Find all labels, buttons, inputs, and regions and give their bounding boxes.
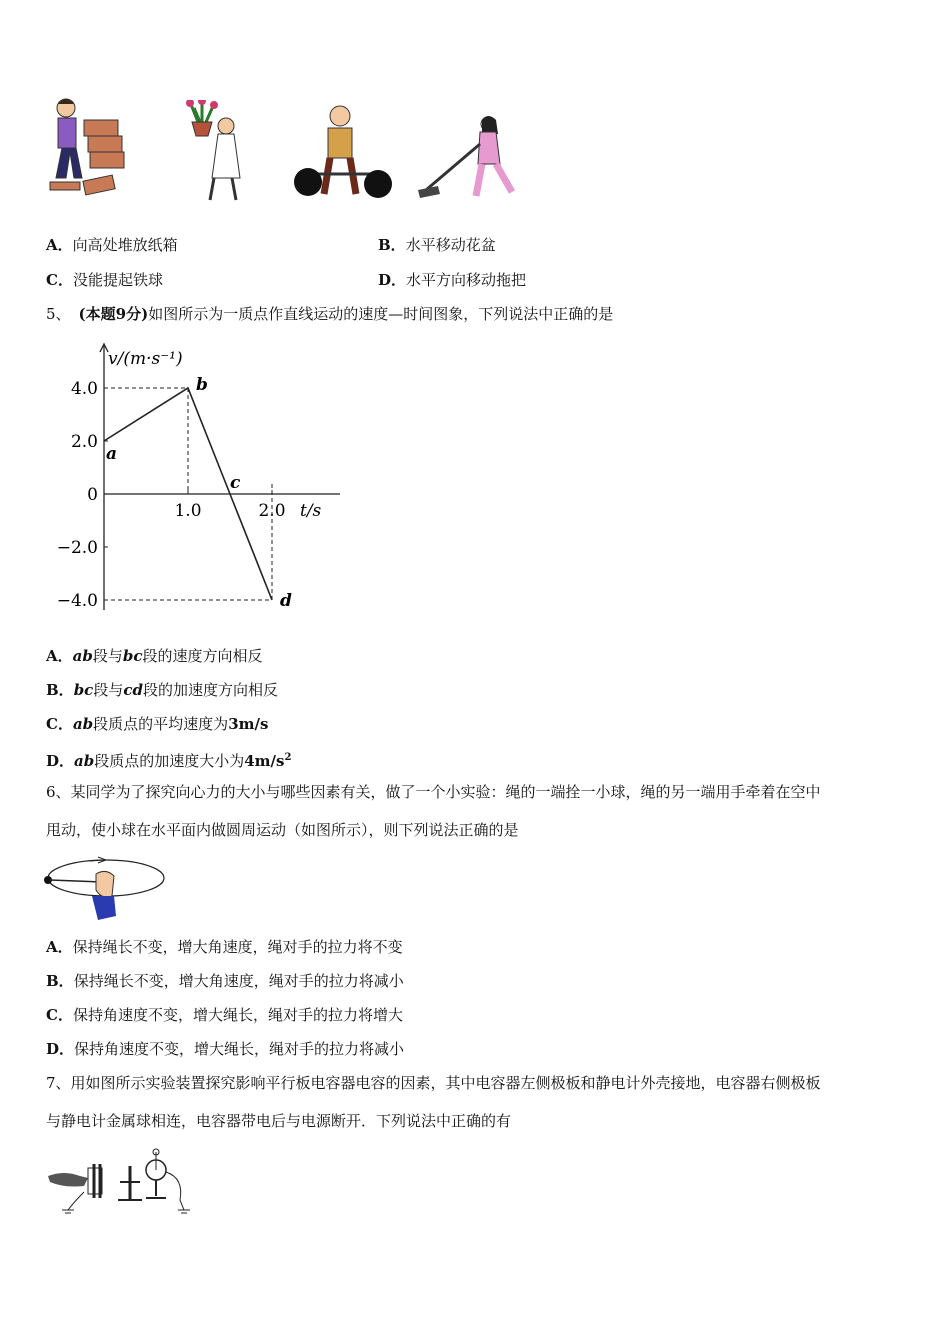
q4-option-a: A．向高处堆放纸箱 — [46, 236, 178, 254]
q6-option-d: D．保持角速度不变，增大绳长，绳对手的拉力将减小 — [46, 1040, 405, 1058]
q6-option-c: C．保持角速度不变，增大绳长，绳对手的拉力将增大 — [46, 1006, 403, 1024]
iron-ball-lifting-picture — [290, 104, 396, 204]
y-tick-label: −2.0 — [56, 538, 98, 558]
q5-option-b: B．bc段与cd段的加速度方向相反 — [46, 681, 278, 699]
q7-stem-line1: 7、用如图所示实验装置探究影响平行板电容器电容的因素，其中电容器左侧极板和静电计外壳接地，电容器右侧极板 — [46, 1074, 821, 1092]
q4-option-c: C．没能提起铁球 — [46, 271, 163, 289]
point-label-a: a — [106, 444, 118, 464]
y-tick-label: 2.0 — [70, 432, 98, 452]
flowerpot-carrying-picture — [184, 100, 246, 204]
q4-option-d: D．水平方向移动拖把 — [378, 271, 527, 289]
x-tick-label: 2.0 — [258, 501, 286, 521]
q6-stem-line1: 6、某同学为了探究向心力的大小与哪些因素有关，做了一个小实验：绳的一端拴一小球，绳的另一端用手牵着在空中 — [46, 783, 821, 801]
circular-motion-picture — [40, 850, 170, 924]
x-axis-label: t/s — [300, 501, 322, 521]
q5-option-c: C．ab段质点的平均速度为3m/s — [46, 715, 269, 733]
y-axis-label: v/(m·s⁻¹) — [108, 349, 183, 369]
mop-pushing-picture — [416, 116, 534, 202]
q6-option-b: B．保持绳长不变，增大角速度，绳对手的拉力将减小 — [46, 972, 404, 990]
q6-option-a: A．保持绳长不变，增大角速度，绳对手的拉力将不变 — [46, 938, 403, 956]
y-tick-label: −4.0 — [56, 591, 98, 611]
point-label-c: c — [230, 473, 241, 493]
q7-stem-line2: 与静电计金属球相连，电容器带电后与电源断开．下列说法中正确的有 — [46, 1112, 512, 1130]
q4-option-b: B．水平移动花盆 — [378, 236, 496, 254]
q5-option-a: A．ab段与bc段的速度方向相反 — [46, 647, 263, 665]
boxes-stacking-picture — [44, 96, 136, 204]
velocity-time-graph — [50, 340, 340, 620]
point-label-b: b — [196, 375, 208, 395]
q6-stem-line2: 甩动，使小球在水平面内做圆周运动（如图所示），则下列说法正确的是 — [46, 821, 519, 839]
x-tick-label: 1.0 — [174, 501, 202, 521]
point-label-d: d — [280, 591, 292, 611]
q5-option-d: D．ab段质点的加速度大小为$4m/s^2$ — [46, 752, 292, 770]
q5-stem: 5、 (本题9分)如图所示为一质点作直线运动的速度—时间图象，下列说法中正确的是 — [46, 305, 614, 323]
y-tick-label: 0 — [87, 485, 98, 505]
capacitor-electrometer-picture — [44, 1148, 196, 1218]
y-tick-label: 4.0 — [70, 379, 98, 399]
